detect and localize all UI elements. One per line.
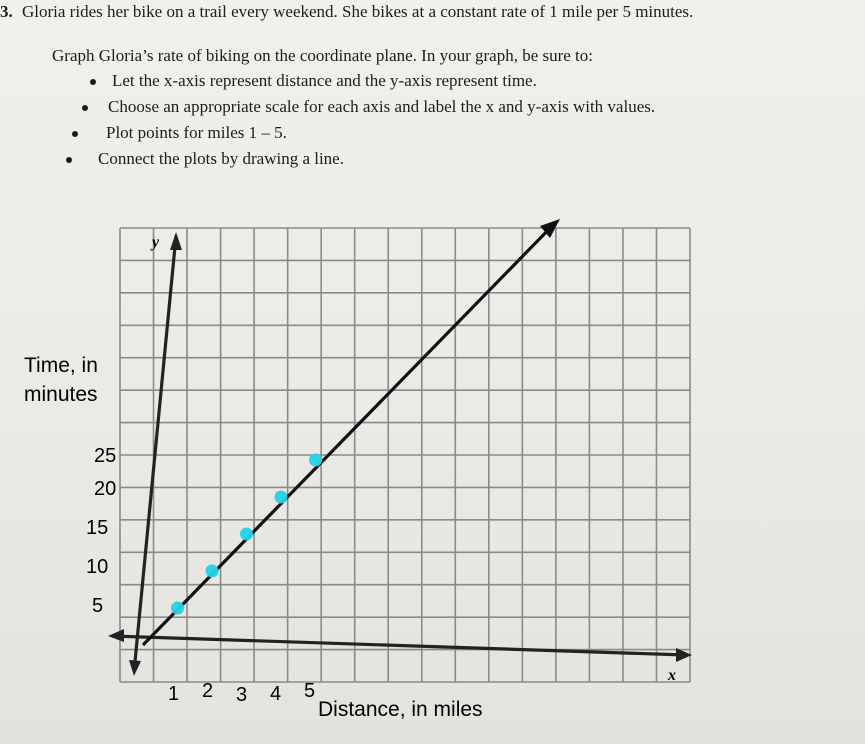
grid-lines — [120, 228, 690, 682]
data-point — [171, 602, 184, 615]
data-point — [240, 528, 253, 541]
x-tick-label: 2 — [202, 680, 214, 702]
y-tick-label: 25 — [94, 445, 117, 467]
x-tick-label: 1 — [168, 683, 180, 705]
x-axis-arrow-left-icon — [108, 629, 124, 642]
data-point — [309, 454, 322, 467]
x-tick-label: 3 — [236, 684, 248, 706]
bullet-text: Let the x-axis represent distance and the y-axis represent time. — [112, 71, 537, 90]
x-axis-line — [112, 636, 686, 655]
data-series — [143, 219, 560, 645]
y-tick-label: 15 — [86, 517, 109, 539]
y-tick-label: 5 — [92, 595, 104, 617]
instructions-text: Graph Gloria’s rate of biking on the coordinate plane. In your graph, be sure to: — [52, 46, 594, 65]
bullet-text: Connect the plots by drawing a line. — [98, 149, 344, 168]
chart-labels — [24, 234, 676, 721]
x-tick-label: 4 — [270, 683, 282, 705]
series-line — [143, 222, 556, 645]
y-axis-letter: y — [152, 234, 160, 251]
data-point — [275, 491, 288, 504]
y-tick-label: 20 — [94, 478, 117, 500]
y-axis-line — [134, 236, 176, 672]
bullet-text: Plot points for miles 1 – 5. — [106, 123, 287, 142]
data-point — [206, 565, 219, 578]
axes — [108, 232, 692, 676]
y-axis-title-line2: minutes — [24, 383, 98, 406]
y-axis-arrow-down-icon — [129, 660, 141, 676]
bullet-text: Choose an appropriate scale for each axis and label the x and y-axis with values. — [108, 97, 656, 116]
x-axis-title: Distance, in miles — [318, 698, 483, 721]
y-axis-title-line1: Time, in — [24, 354, 98, 377]
y-axis-arrow-icon — [170, 232, 182, 250]
x-tick-label: 5 — [304, 680, 316, 702]
question-number: 3. — [0, 2, 13, 21]
y-tick-label: 10 — [86, 556, 109, 578]
x-axis-letter: x — [668, 667, 676, 684]
question-text: Gloria rides her bike on a trail every weekend. She bikes at a constant rate of 1 mile per 5 minutes. — [22, 2, 694, 21]
